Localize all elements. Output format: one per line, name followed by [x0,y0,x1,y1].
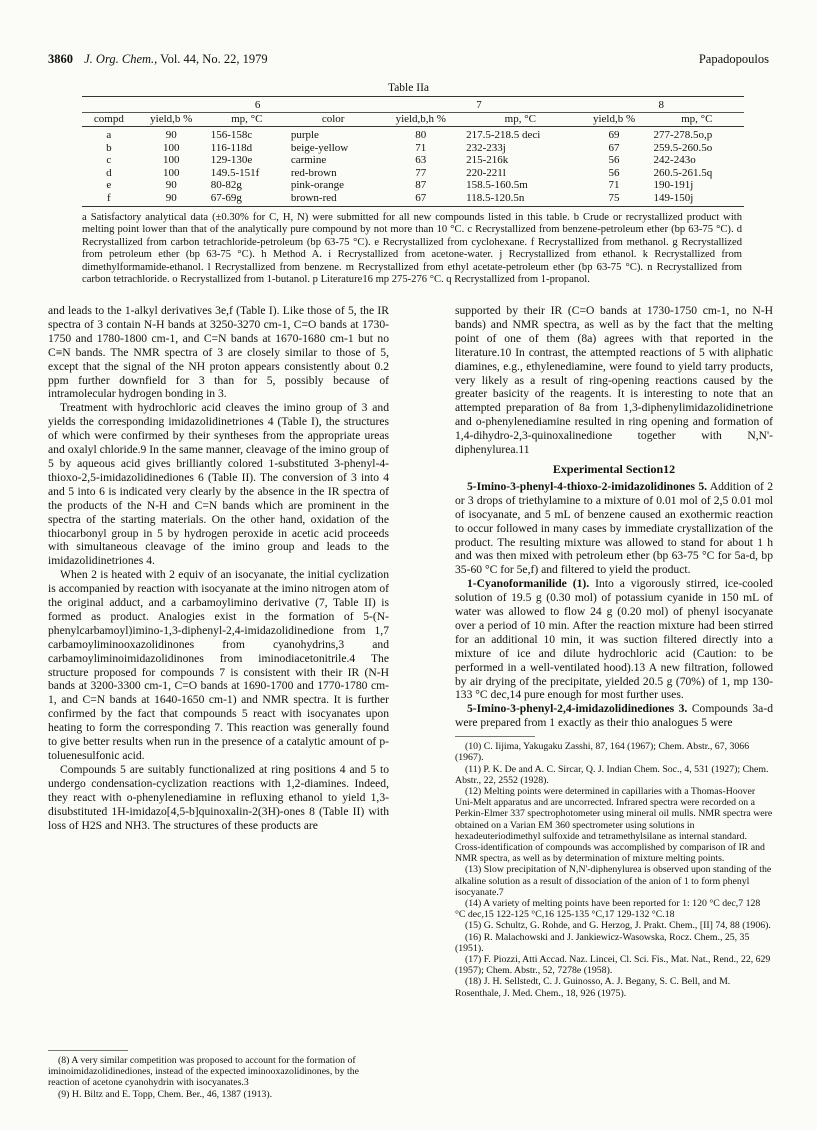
table-cell: 100 [162,141,180,154]
column-header: yield,b % [136,112,207,127]
table-cell: 116-118d [210,141,253,154]
table-caption: Table IIa [387,82,429,94]
table-cell: beige-yellow [290,141,349,154]
table-cell: carmine [290,154,327,166]
table-cell: 220-221l [466,166,506,179]
table-cell: 149.5-151f [210,166,260,179]
table-cell: 215-216k [466,154,509,166]
page-number: 3860 [48,52,73,66]
table-cell: 71 [608,179,620,191]
table-footnotes: a Satisfactory analytical data (±0.30% for C, H, N) were submitted for all new compounds listed in this table. b Crude or recrystallized product with melting point lower than that of the analytically pure compound by not more than 10 °C. c Recrystallized from benzene-petroleum ether (bp 63-75 °C). d Recrystallized from carbon tetrachloride-petroleum (bp 63-75 °C). e Recrystallized from cyclohexane. f Recrystallized from methanol. g Recrystallized from petroleum ether (bp 63-75 °C). h Method A. i Recrystallized from acetone-water. j Recrystallized from ethanol. k Recrystallized from dimethylformamide-ethanol. l Recrystallized from benzene. m Recrystallized from ethyl acetate-petroleum ether (bp 63-75 °C). n Recrystallized from carbon tetrachloride. o Recrystallized from 1-butanol. p Literature16 mp 275-276 °C. q Recrystallized from 1-propanol. [82,212,742,286]
table-cell: 259.5-260.5o [653,141,713,154]
paragraph: Compounds 5 are suitably functionalized at ring positions 4 and 5 to undergo condensation-cyclization reactions with 1,2-diamines. Indeed, they react with o-phenylenediamine in refluxing ethanol to yield 1,3-disubstituted 1H-imidazo[4,5-b]quinoxalin-2(3H)-ones 8 (Table II) with loss of H2S and NH3. The structures of these products are [48,762,389,832]
reference-item: (17) F. Piozzi, Atti Accad. Naz. Lincei, Cl. Sci. Fis., Mat. Nat., Rend., 22, 629 (1957); Chem. Abstr., 52, 7278e (1958). [455,954,771,977]
reference-item: (16) R. Malachowski and J. Jankiewicz-Wasowska, Rocz. Chem., 25, 35 (1951). [455,931,750,954]
table-cell: 67 [379,192,462,207]
column-header: mp, °C [462,112,578,127]
table-cell: 87 [415,179,427,191]
table-cell: purple [290,129,319,141]
table-cell: pink-orange [290,179,344,191]
table-cell: d [106,166,112,179]
reference-item: (12) Melting points were determined in capillaries with a Thomas-Hoover Uni-Melt apparatus and are uncorrected. Infrared spectra were recorded on a Perkin-Elmer 337 spectrophotometer using mineral oil mulls. NMR spectra were obtained on a Varian EM 360 spectrometer using solutions in hexadeuteriodimethyl sulfoxide and tetramethylsilane as internal standard. Cross-identification of compounds was accomplished by comparison of IR and NMR spectra, as well as by determination of mixture melting points. [455,786,773,865]
group-6-header: 6 [136,97,380,113]
table-cell: 277-278.5o,p [653,129,713,141]
table-cell: 100 [162,154,180,166]
footnote-divider [48,1050,128,1051]
footnote: (9) H. Biltz and E. Topp, Chem. Ber., 46, 1387 (1913). [58,1088,273,1100]
table-cell: f [82,192,136,207]
table-ii [82,96,744,207]
table-cell: brown-red [287,192,380,207]
table-cell: 56 [608,154,620,166]
left-footnotes [48,1055,389,1100]
table-cell: 260.5-261.5q [653,166,713,179]
table-cell: 158.5-160.5m [466,179,528,191]
table-cell: 67-69g [207,192,287,207]
running-header [48,52,769,68]
table-row [82,192,744,207]
table-cell: 75 [579,192,650,207]
right-column [455,304,773,999]
table-cell: b [106,141,112,154]
volume-info: Vol. 44, No. 22, 1979 [160,52,268,66]
table-cell: 149-150j [650,192,744,207]
group-8-header: 8 [579,97,744,113]
table-cell: a [106,129,112,141]
left-column [48,304,389,832]
reference-item: (18) J. H. Sellstedt, C. J. Guinosso, A. J. Begany, S. C. Bell, and M. Rosenthale, J. Med. Chem., 18, 926 (1975). [455,976,731,999]
table-cell: 56 [608,166,620,179]
paragraph: When 2 is heated with 2 equiv of an isocyanate, the initial cyclization is accompanied by reaction with isocyanate at the imino nitrogen atom of the original adduct, and a carbamoylimino derivative (7, Table II) is formed as product. Analogies exist in the formation of 5-(N-phenylcarbamoyl)imino-1,3-diphenyl-2,4-imidazolidinedione from 1,7 carbamoyliminooxazolidinones from cyanohydrins,3 and carbamoyliminoimidazolidinones from iminodiacetonitrile.4 The structure proposed for compounds 7 is consistent with their IR (N-H bands at 3200-3300 cm-1, C=O bands at 1690-1700 and 1770-1780 cm-1, and C=N bands at 1640-1650 cm-1) and NMR spectra. It is further confirmed by the fact that compounds 5 react with isocyanates upon heating to form the corresponding 7. This reaction was generally found to give better results when run in the presence of a catalytic amount of p-toluenesulfonic acid. [48,568,389,762]
paragraph: and leads to the 1-alkyl derivatives 3e,f (Table I). Like those of 5, the IR spectra of 3 contain N-H bands at 3250-3270 cm-1, C=O bands at 1730-1750 and 1780-1800 cm-1, and C=N bands at 1670-1680 cm-1 but no C≡N bands. The NMR spectra of 3 are closely similar to those of 5, except that the signal of the NH proton appears consistently about 0.2 ppm further downfield for 3 than for 5, possibly because of intramolecular hydrogen bonding in 3. [48,304,389,401]
column-header: compd [82,112,136,127]
table-cell: 69 [608,129,620,141]
column-header: yield,b,h % [379,112,462,127]
paragraph: supported by their IR (C=O bands at 1730-1750 cm-1, no N-H bands) and NMR spectra, as well as by the fact that the melting point of one of them (8a) agrees with that reported in the literature.10 In contrast, the attempted reactions of 5 with aliphatic diamines, e.g., ethylenediamine, were found to yield tarry products, very likely as a result of ring-opening reactions caused by the greater basicity of the reagents. It is interesting to note that an attempted preparation of 8a from 1,3-diphenylimidazolidinetrione and o-phenylenediamine resulted in ring opening and formation of 1,4-dihydro-2,3-quinoxalinedione together with N,N'-diphenylurea.11 [455,304,773,457]
column-header: yield,b % [579,112,650,127]
table-cell: 118.5-120.5n [462,192,578,207]
table-column-header [82,112,744,127]
experimental-paragraph: 5-Imino-3-phenyl-4-thioxo-2-imidazolidinones 5. Addition of 2 or 3 drops of triethylamine to a mixture of 0.01 mol of 2,5 0.01 mol of isocyanate, and 5 mL of benzene caused an exothermic reaction to occur followed in many cases by immediate crystallization of the product. The resulting mixture was allowed to stand for about 1 h and was then mixed with petroleum ether (bp 63-75 °C for 5a-d, bp 35-60 °C for 5e,f) and filtered to yield the product. [455,479,773,577]
table-cell: 63 [415,154,427,166]
footnote-divider [455,736,535,737]
table-cell: c [106,154,112,166]
compound-title: 5-Imino-3-phenyl-2,4-imidazolidinediones 3. [467,702,688,716]
compound-title: 5-Imino-3-phenyl-4-thioxo-2-imidazolidinones 5. [467,479,708,493]
table-row [82,154,744,167]
author-name: Papadopoulos [698,52,769,66]
reference-item: (11) P. K. De and A. C. Sircar, Q. J. Indian Chem. Soc., 4, 531 (1927); Chem. Abstr., 22, 2552 (1928). [455,763,769,786]
table-cell: red-brown [290,166,337,179]
column-header: mp, °C [650,112,744,127]
table-cell: 80-82g [210,179,242,191]
table-cell: 217.5-218.5 deci [466,129,541,141]
table-cell: 90 [136,192,207,207]
table-row [82,179,744,192]
column-header: color [287,112,380,127]
compound-title: 1-Cyanoformanilide (1). [467,577,590,591]
table-cell: e [106,179,112,191]
table-cell: 67 [608,141,620,154]
table-cell: 232-233j [466,141,506,154]
reference-item: (10) C. Iijima, Yakugaku Zasshi, 87, 164 (1967); Chem. Abstr., 67, 3066 (1967). [455,741,750,764]
reference-list [455,741,773,999]
reference-item: (13) Slow precipitation of N,N'-diphenylurea is observed upon standing of the alkaline solution as a result of dissociation of the anion of 1 to form phenyl isocyanate.7 [455,864,772,898]
table-cell: 90 [165,179,177,191]
table-group-header [82,97,744,113]
table-cell: 71 [415,141,427,154]
table-cell: 190-191j [653,179,694,191]
table-cell: 80 [415,129,427,141]
table-cell: 100 [162,166,180,179]
group-7-header: 7 [379,97,578,113]
footnote: (8) A very similar competition was proposed to account for the formation of iminoimidazolidinediones, instead of the expected iminooxazolidinones, by the reaction of acetone cyanohydrin with isocyanates.3 [48,1055,359,1089]
table-cell: 77 [415,166,427,179]
experimental-paragraph: 5-Imino-3-phenyl-2,4-imidazolidinediones 3. Compounds 3a-d were prepared from 1 exactly as their thio analogues 5 were [455,702,773,730]
table-row [82,167,744,180]
experimental-paragraph: 1-Cyanoformanilide (1). Into a vigorously stirred, ice-cooled solution of 19.5 g (0.30 mol) of potassium cyanide in 150 mL of water was allowed to flow 24 g (0.20 mol) of phenyl isocyanate over a period of 10 min. After the reaction mixture had been stirred for an additional 10 min, it was suction filtered directly into a mixture of ice and dilute hydrochloric acid (Caution: to be performed in a well-ventilated hood).13 A new filtration, followed by air drying of the precipitate, yielded 20.5 g (70%) of 1, mp 130-133 °C dec,14 pure enough for most further uses. [455,577,773,702]
journal-name: J. Org. Chem., [84,52,158,66]
table-cell: 242-243o [653,154,696,166]
table-cell: 156-158c [210,129,253,141]
table-row [82,127,744,142]
table-row [82,142,744,155]
table-cell: 90 [165,129,177,141]
reference-item: (14) A variety of melting points have been reported for 1: 120 °C dec,7 128 °C dec,15 122-125 °C,16 125-135 °C,17 129-132 °C.18 [455,898,761,921]
column-header: mp, °C [207,112,287,127]
reference-item: (15) G. Schultz, G. Rohde, and G. Herzog, J. Prakt. Chem., [II] 74, 88 (1906). [465,920,771,932]
section-heading: Experimental Section12 [552,461,676,476]
paragraph: Treatment with hydrochloric acid cleaves the imino group of 3 and yields the corresponding imidazolidinetriones 4 (Table I), the structures of which were confirmed by their syntheses from the appropriate ureas and oxalyl chloride.9 In the same manner, cleavage of the imino group of 5 by aqueous acid gives brilliantly colored 1-substituted 3-phenyl-4-thioxo-2,5-imidazolidinediones 6 (Table II). The conversion of 3 into 4 and 5 into 6 is indicated very clearly by the absence in the IR spectra of the products of the N-H and C=N bands which are prominent in the spectra of the starting materials. On the other hand, oxidation of the thiocarbonyl group in 5 by hydrogen peroxide in acetic acid proceeds with simultaneous cleavage of the imino group and leads to the imidazolidinetriones 4. [48,401,389,568]
table-cell: 129-130e [210,154,253,166]
